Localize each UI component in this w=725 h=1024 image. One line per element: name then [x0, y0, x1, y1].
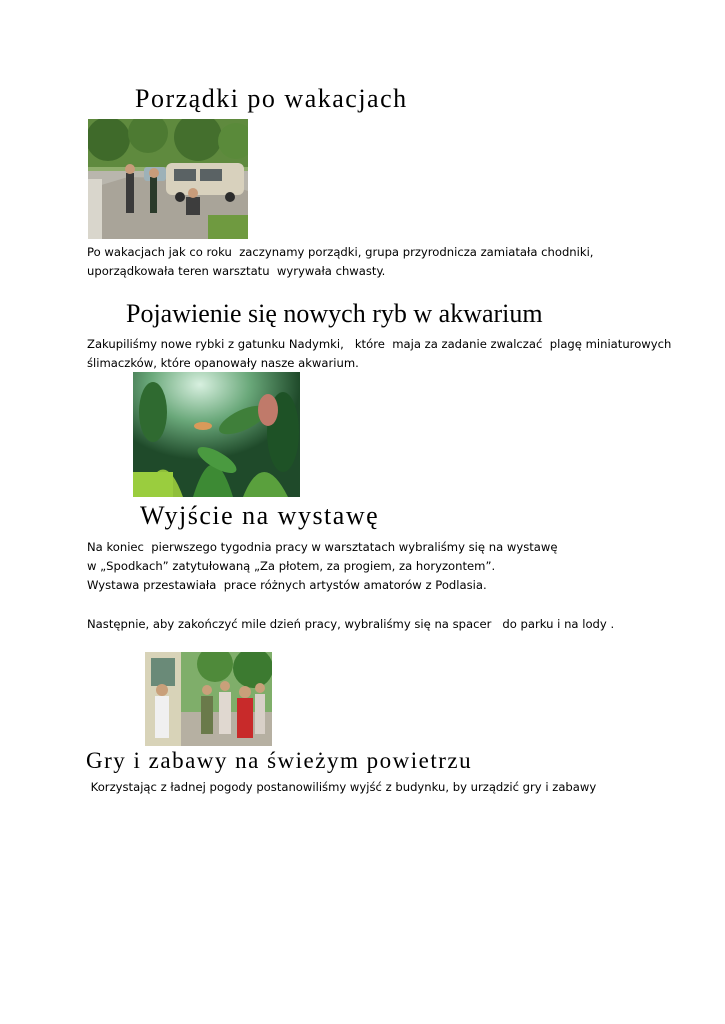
aquarium-photo — [133, 372, 300, 497]
section-text-line: Następnie, aby zakończyć mile dzień pracy, wybraliśmy się na spacer do parku i na lody . — [87, 617, 615, 631]
section-text-line: w „Spodkach” zatytułowaną „Za płotem, za progiem, za horyzontem”. — [87, 559, 496, 573]
section-text-line: uporządkowała teren warsztatu wyrywała chwasty. — [87, 264, 386, 278]
section-title-exhibition: Wyjście na wystawę — [140, 501, 380, 530]
section-text-line: Po wakacjach jak co roku zaczynamy porządki, grupa przyrodnicza zamiatała chodniki, — [87, 245, 594, 259]
section-title-cleanup: Porządki po wakacjach — [135, 84, 408, 113]
section-text-line: Zakupiliśmy nowe rybki z gatunku Nadymki, które maja za zadanie zwalczać plagę miniaturowych — [87, 337, 672, 351]
park-walk-photo — [145, 652, 272, 746]
section-title-outdoor-games: Gry i zabawy na świeżym powietrzu — [86, 748, 473, 773]
section-text-line: Na koniec pierwszego tygodnia pracy w warsztatach wybraliśmy się na wystawę — [87, 540, 558, 554]
section-text-line: ślimaczków, które opanowały nasze akwarium. — [87, 356, 359, 370]
cleanup-photo — [88, 119, 248, 239]
section-text-line: Wystawa przestawiała prace różnych artystów amatorów z Podlasia. — [87, 578, 487, 592]
section-text-line: Korzystając z ładnej pogody postanowiliśmy wyjść z budynku, by urządzić gry i zabawy — [87, 780, 597, 794]
section-title-aquarium: Pojawienie się nowych ryb w akwarium — [126, 299, 543, 328]
